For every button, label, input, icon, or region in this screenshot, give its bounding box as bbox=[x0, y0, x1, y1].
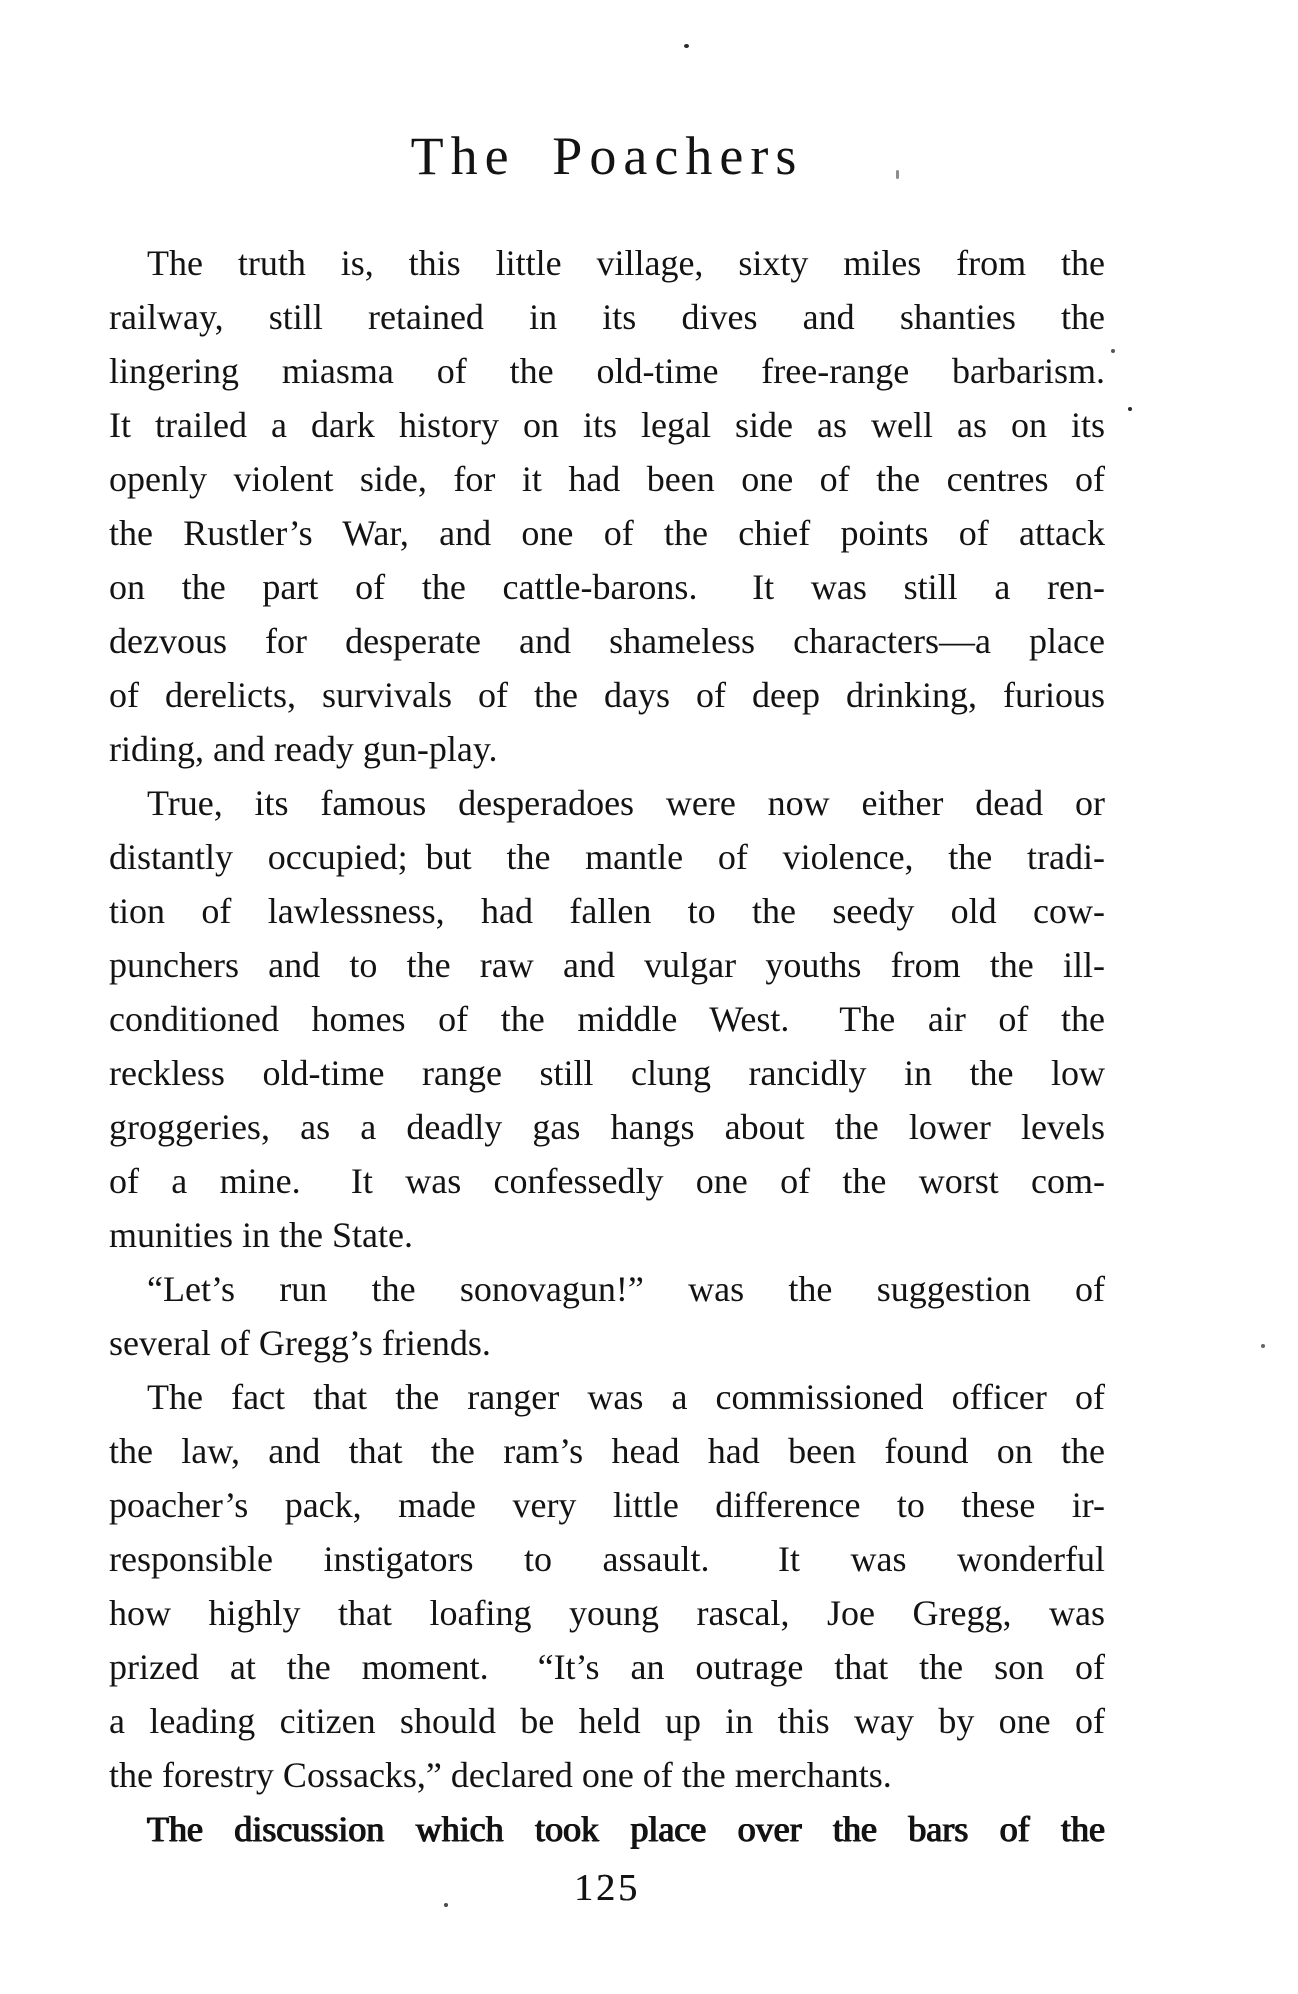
text-line: the forestry Cossacks,” declared one of the merchants. bbox=[109, 1755, 892, 1795]
page-number: 125 bbox=[574, 1867, 640, 1909]
text-line: of derelicts, survivals of the days of deep drinking, furious bbox=[109, 675, 1105, 715]
text-line: openly violent side, for it had been one of the centres of bbox=[109, 459, 1105, 499]
text-line: punchers and to the raw and vulgar youths from the ill- bbox=[109, 945, 1105, 985]
text-line: lingering miasma of the old-time free-range barbarism. bbox=[109, 351, 1105, 391]
text-line: riding, and ready gun-play. bbox=[109, 729, 498, 769]
text-line: a leading citizen should be held up in this way by one of bbox=[109, 1701, 1105, 1741]
scan-speck bbox=[1111, 349, 1115, 353]
scan-speck bbox=[1128, 407, 1132, 411]
text-line: The discussion which took place over the bars of the bbox=[147, 1809, 1105, 1849]
text-line: how highly that loafing young rascal, Joe Gregg, was bbox=[109, 1593, 1105, 1633]
text-line: “Let’s run the sonovagun!” was the suggestion of bbox=[147, 1269, 1105, 1309]
body-text bbox=[109, 236, 1105, 1856]
text-line: groggeries, as a deadly gas hangs about the lower levels bbox=[109, 1107, 1105, 1147]
text-line: dezvous for desperate and shameless characters—a place bbox=[109, 621, 1105, 661]
text-line: It trailed a dark history on its legal side as well as on its bbox=[109, 405, 1105, 445]
scan-speck bbox=[1261, 1344, 1265, 1348]
text-line: railway, still retained in its dives and shanties the bbox=[109, 297, 1105, 337]
text-line: tion of lawlessness, had fallen to the seedy old cow- bbox=[109, 891, 1105, 931]
text-line: several of Gregg’s friends. bbox=[109, 1323, 491, 1363]
text-line: The fact that the ranger was a commissioned officer of bbox=[147, 1377, 1105, 1417]
text-line: responsible instigators to assault. It was wonderful bbox=[109, 1539, 1105, 1579]
text-line: on the part of the cattle-barons. It was still a ren- bbox=[109, 567, 1105, 607]
text-line: True, its famous desperadoes were now either dead or bbox=[147, 783, 1105, 823]
text-line: reckless old-time range still clung rancidly in the low bbox=[109, 1053, 1105, 1093]
text-line: of a mine. It was confessedly one of the worst com- bbox=[109, 1161, 1105, 1201]
text-line: munities in the State. bbox=[109, 1215, 413, 1255]
scan-speck bbox=[896, 170, 899, 179]
text-line: poacher’s pack, made very little difference to these ir- bbox=[109, 1485, 1105, 1525]
text-line: The truth is, this little village, sixty miles from the bbox=[147, 243, 1105, 283]
chapter-title: The Poachers bbox=[410, 126, 804, 186]
scan-speck bbox=[684, 44, 689, 48]
text-line: prized at the moment. “It’s an outrage that the son of bbox=[109, 1647, 1105, 1687]
text-line: the law, and that the ram’s head had been found on the bbox=[109, 1431, 1105, 1471]
text-line: distantly occupied; but the mantle of violence, the tradi- bbox=[109, 837, 1105, 877]
text-line: conditioned homes of the middle West. The air of the bbox=[109, 999, 1105, 1039]
text-line: the Rustler’s War, and one of the chief points of attack bbox=[109, 513, 1105, 553]
scan-speck bbox=[444, 1903, 448, 1907]
